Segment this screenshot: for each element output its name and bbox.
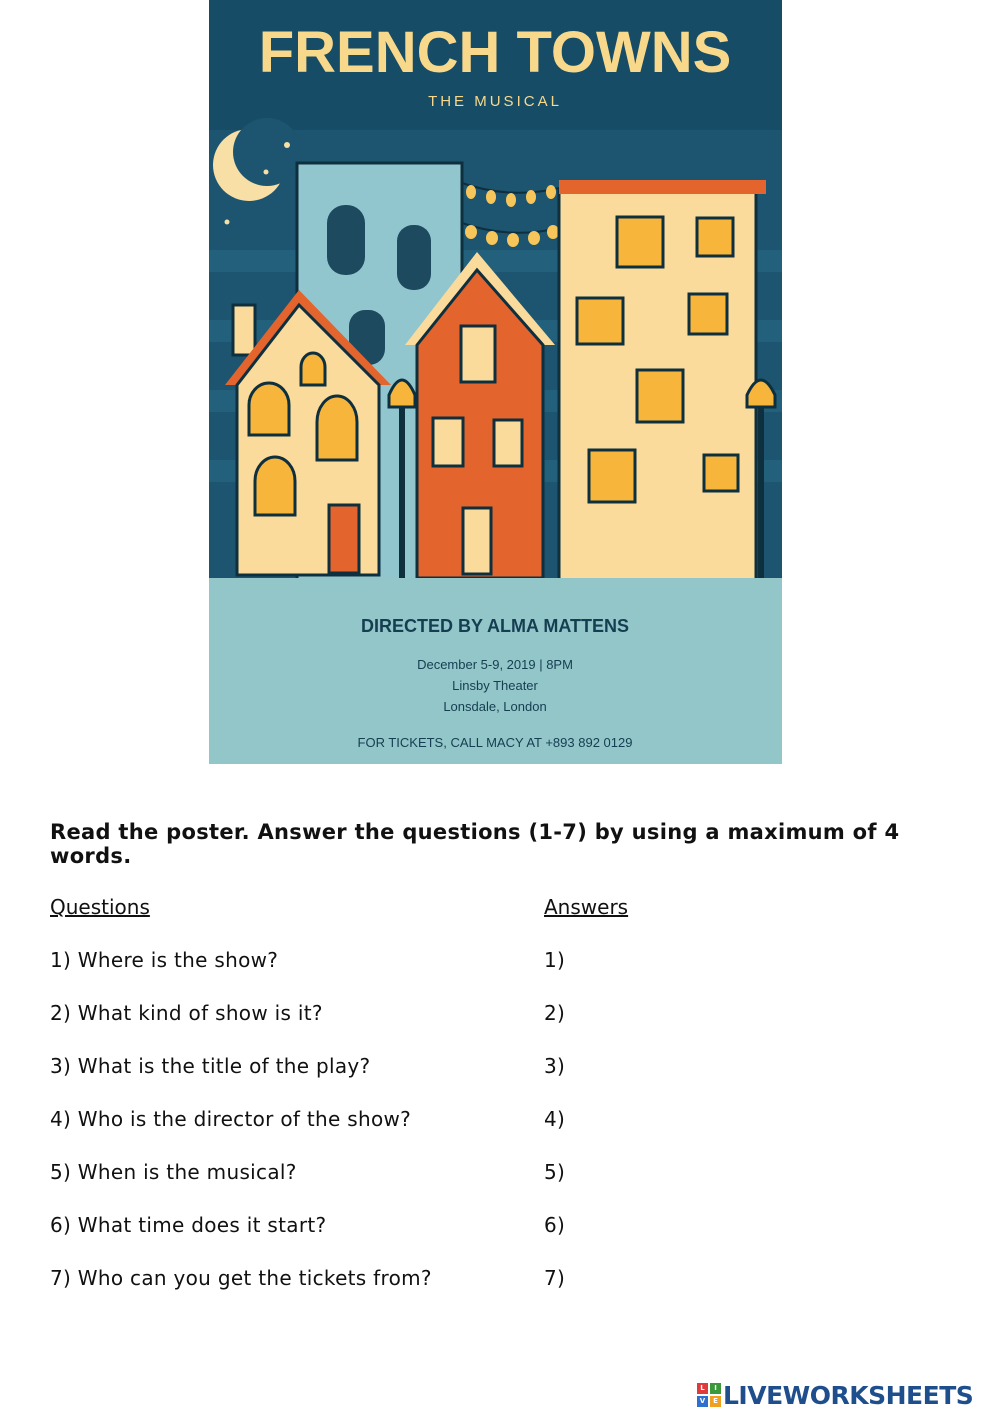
- poster: [209, 0, 782, 764]
- logo-tiles-icon: [697, 1383, 721, 1407]
- instructions: Read the poster. Answer the questions (1-7) by using a maximum of 4 words.: [50, 820, 900, 868]
- question-row: [0, 1054, 1000, 1084]
- question-row: [0, 948, 1000, 978]
- question-text: 6) What time does it start?: [50, 1213, 327, 1237]
- poster-date: December 5-9, 2019 | 8PM: [417, 657, 573, 672]
- question-text: 3) What is the title of the play?: [50, 1054, 371, 1078]
- poster-venue: Linsby Theater: [452, 678, 538, 693]
- answer-label[interactable]: 1): [544, 948, 566, 972]
- poster-illustration: [209, 0, 782, 764]
- liveworksheets-logo[interactable]: [697, 1378, 973, 1412]
- poster-tickets: FOR TICKETS, CALL MACY AT +893 892 0129: [357, 735, 633, 750]
- question-text: 5) When is the musical?: [50, 1160, 297, 1184]
- logo-tile: V: [697, 1396, 708, 1407]
- question-text: 1) Where is the show?: [50, 948, 279, 972]
- poster-location: Lonsdale, London: [443, 699, 547, 714]
- answer-label[interactable]: 5): [544, 1160, 566, 1184]
- poster-director: DIRECTED BY ALMA MATTENS: [361, 616, 629, 636]
- question-row: [0, 1160, 1000, 1190]
- answer-label[interactable]: 2): [544, 1001, 566, 1025]
- question-row: [0, 1001, 1000, 1031]
- logo-text: LIVEWORKSHEETS: [723, 1380, 974, 1410]
- logo-tile: L: [697, 1383, 708, 1394]
- answer-label[interactable]: 6): [544, 1213, 566, 1237]
- question-text: 4) Who is the director of the show?: [50, 1107, 412, 1131]
- poster-subtitle: THE MUSICAL: [428, 93, 562, 110]
- questions-header: Questions: [50, 895, 150, 919]
- logo-tile: I: [710, 1383, 721, 1394]
- question-text: 2) What kind of show is it?: [50, 1001, 323, 1025]
- answer-label[interactable]: 7): [544, 1266, 566, 1290]
- question-text: 7) Who can you get the tickets from?: [50, 1266, 432, 1290]
- logo-tile: E: [710, 1396, 721, 1407]
- answer-label[interactable]: 4): [544, 1107, 566, 1131]
- answer-label[interactable]: 3): [544, 1054, 566, 1078]
- question-row: [0, 1213, 1000, 1243]
- answers-header: Answers: [544, 895, 629, 919]
- question-row: [0, 1107, 1000, 1137]
- cream-building: [559, 180, 766, 580]
- poster-title: FRENCH TOWNS: [258, 20, 732, 85]
- question-row: [0, 1266, 1000, 1296]
